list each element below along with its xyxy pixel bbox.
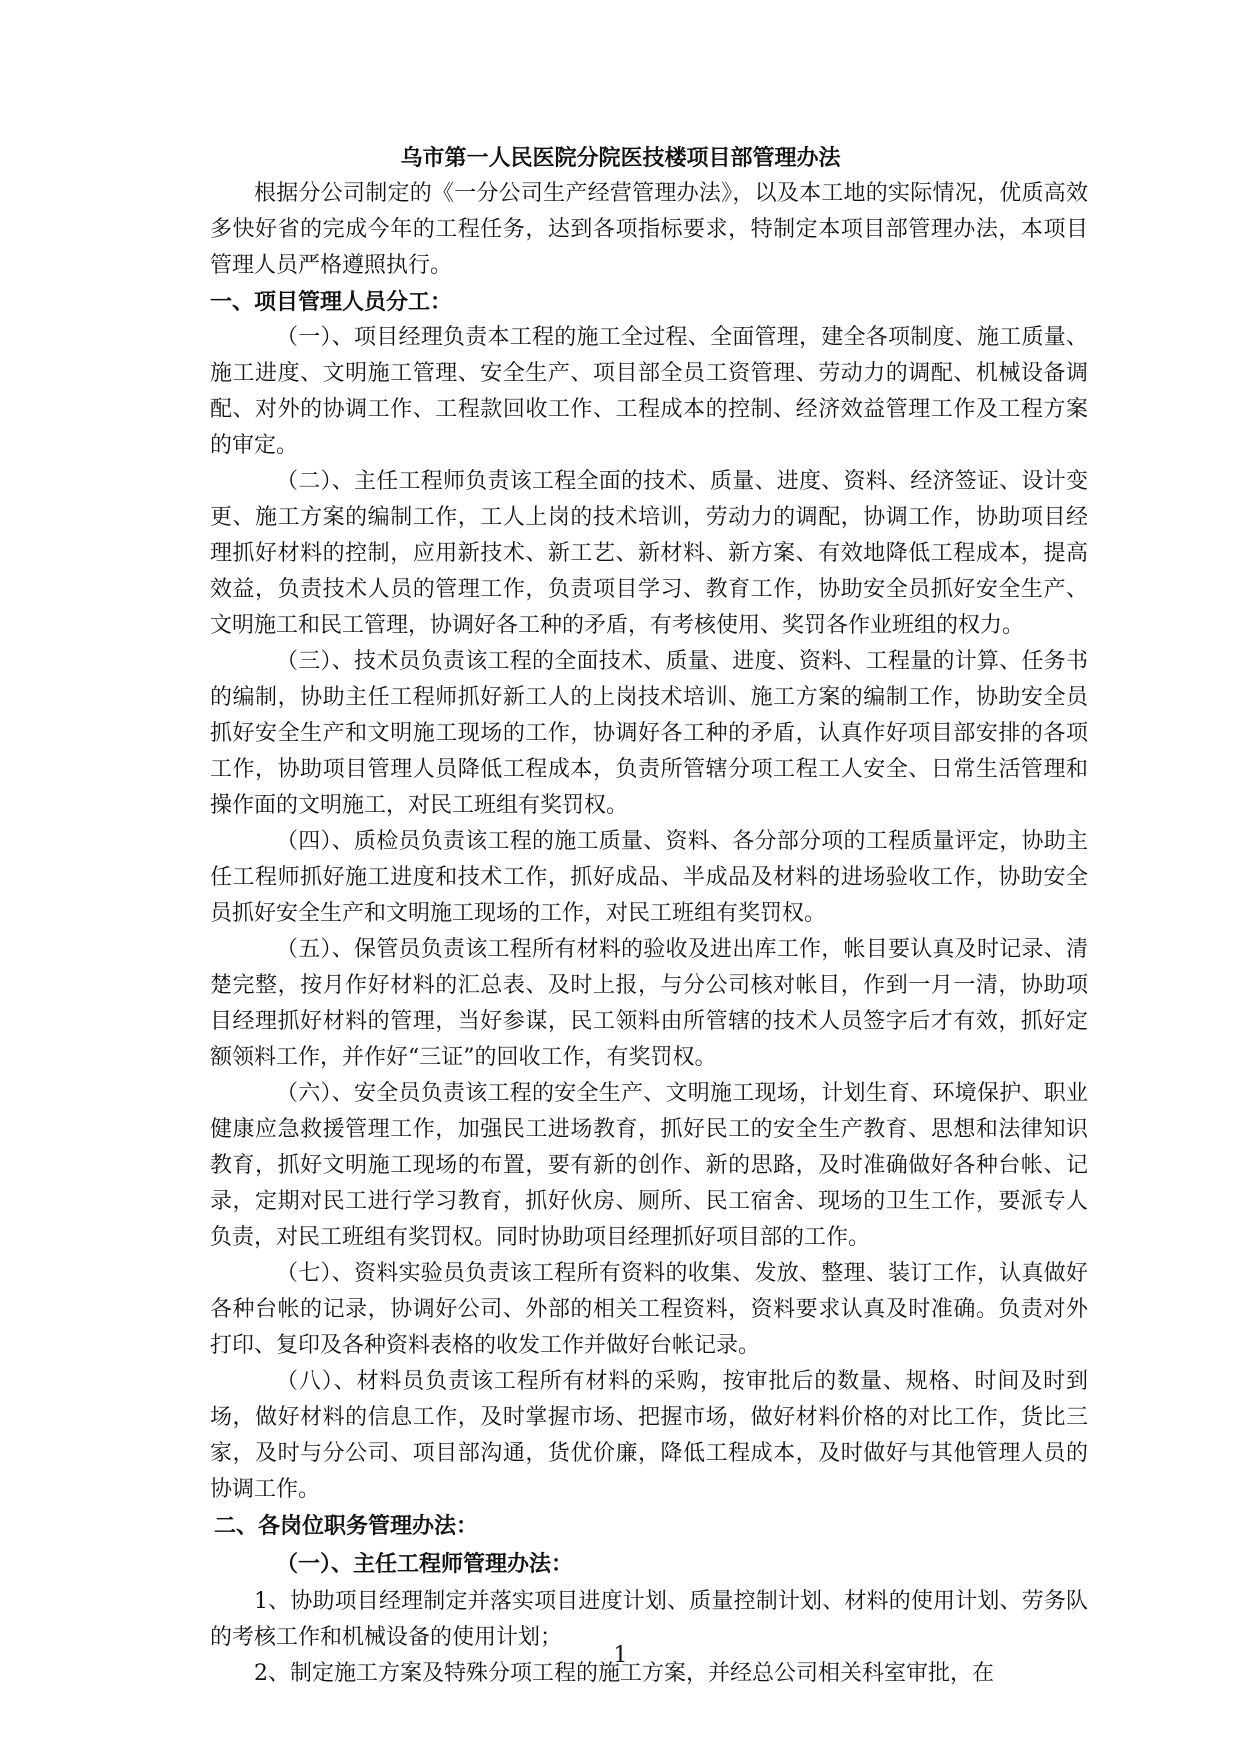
document-body (210, 176, 1088, 1692)
section-2-heading: 二、各岗位职务管理办法： (214, 1513, 479, 1539)
page-number: 1 (613, 1643, 628, 1668)
section-1-item-8: （八）、材料员负责该工程所有材料的采购，按审批后的数量、规格、时间及时到场，做好材料的信息工作，及时掌握市场、把握市场，做好材料价格的对比工作，货比三家，及时与分公司、项目部沟通，货优价廉，降低工程成本，及时做好与其他管理人员的协调工作。 (210, 1369, 1088, 1502)
section-2-item-2: 2、制定施工方案及特殊分项工程的施工方案，并经总公司相关科室审批，在 (254, 1661, 994, 1686)
section-1-item-7: （七）、资料实验员负责该工程所有资料的收集、发放、整理、装订工作，认真做好各种台帐的记录，协调好公司、外部的相关工程资料，资料要求认真及时准确。负责对外打印、复印及各种资料表格的收发工作并做好台帐记录。 (210, 1261, 1088, 1358)
intro-paragraph: 根据分公司制定的《一分公司生产经营管理办法》，以及本工地的实际情况，优质高效多快好省的完成今年的工程任务，达到各项指标要求，特制定本项目部管理办法，本项目管理人员严格遵照执行。 (210, 181, 1088, 278)
section-1-item-2: （二）、主任工程师负责该工程全面的技术、质量、进度、资料、经济签证、设计变更、施工方案的编制工作，工人上岗的技术培训，劳动力的调配，协调工作，协助项目经理抓好材料的控制，应用新技术、新工艺、新材料、新方案、有效地降低工程成本，提高效益，负责技术人员的管理工作，负责项目学习、教育工作，协助安全员抓好安全生产、文明施工和民工管理，协调好各工种的矛盾，有考核使用、奖罚各作业班组的权力。 (210, 469, 1088, 638)
section-1-item-5: （五）、保管员负责该工程所有材料的验收及进出库工作，帐目要认真及时记录、清楚完整，按月作好材料的汇总表、及时上报，与分公司核对帐目，作到一月一清，协助项目经理抓好材料的管理，当好参谋，民工领料由所管辖的技术人员签字后才有效，抓好定额领料工作，并作好“三证”的回收工作，有奖罚权。 (210, 937, 1088, 1070)
section-1-item-3: （三）、技术员负责该工程的全面技术、质量、进度、资料、工程量的计算、任务书的编制，协助主任工程师抓好新工人的上岗技术培训、施工方案的编制工作，协助安全员抓好安全生产和文明施工现场的工作，协调好各工种的矛盾，认真作好项目部安排的各项工作，协助项目管理人员降低工程成本，负责所管辖分项工程工人安全、日常生活管理和操作面的文明施工，对民工班组有奖罚权。 (210, 649, 1088, 818)
section-2-subheading: （一）、主任工程师管理办法： (276, 1551, 574, 1577)
section-1-item-4: （四）、质检员负责该工程的施工质量、资料、各分部分项的工程质量评定，协助主任工程师抓好施工进度和技术工作，抓好成品、半成品及材料的进场验收工作，协助安全员抓好安全生产和文明施工现场的工作，对民工班组有奖罚权。 (210, 829, 1088, 926)
section-1-item-1: （一）、项目经理负责本工程的施工全过程、全面管理，建全各项制度、施工质量、施工进度、文明施工管理、安全生产、项目部全员工资管理、劳动力的调配、机械设备调配、对外的协调工作、工程款回收工作、工程成本的控制、经济效益管理工作及工程方案的审定。 (210, 325, 1088, 458)
section-1-heading: 一、项目管理人员分工： (210, 289, 453, 315)
section-2-item-1: 1、协助项目经理制定并落实项目进度计划、质量控制计划、材料的使用计划、劳务队的考核工作和机械设备的使用计划； (210, 1589, 1088, 1650)
section-1-item-6: （六）、安全员负责该工程的安全生产、文明施工现场，计划生育、环境保护、职业健康应急救援管理工作，加强民工进场教育，抓好民工的安全生产教育、思想和法律知识教育，抓好文明施工现场的布置，要有新的创作、新的思路，及时准确做好各种台帐、记录，定期对民工进行学习教育，抓好伙房、厕所、民工宿舍、现场的卫生工作，要派专人负责，对民工班组有奖罚权。同时协助项目经理抓好项目部的工作。 (210, 1081, 1088, 1250)
document-title: 乌市第一人民医院分院医技楼项目部管理办法 (400, 145, 841, 171)
